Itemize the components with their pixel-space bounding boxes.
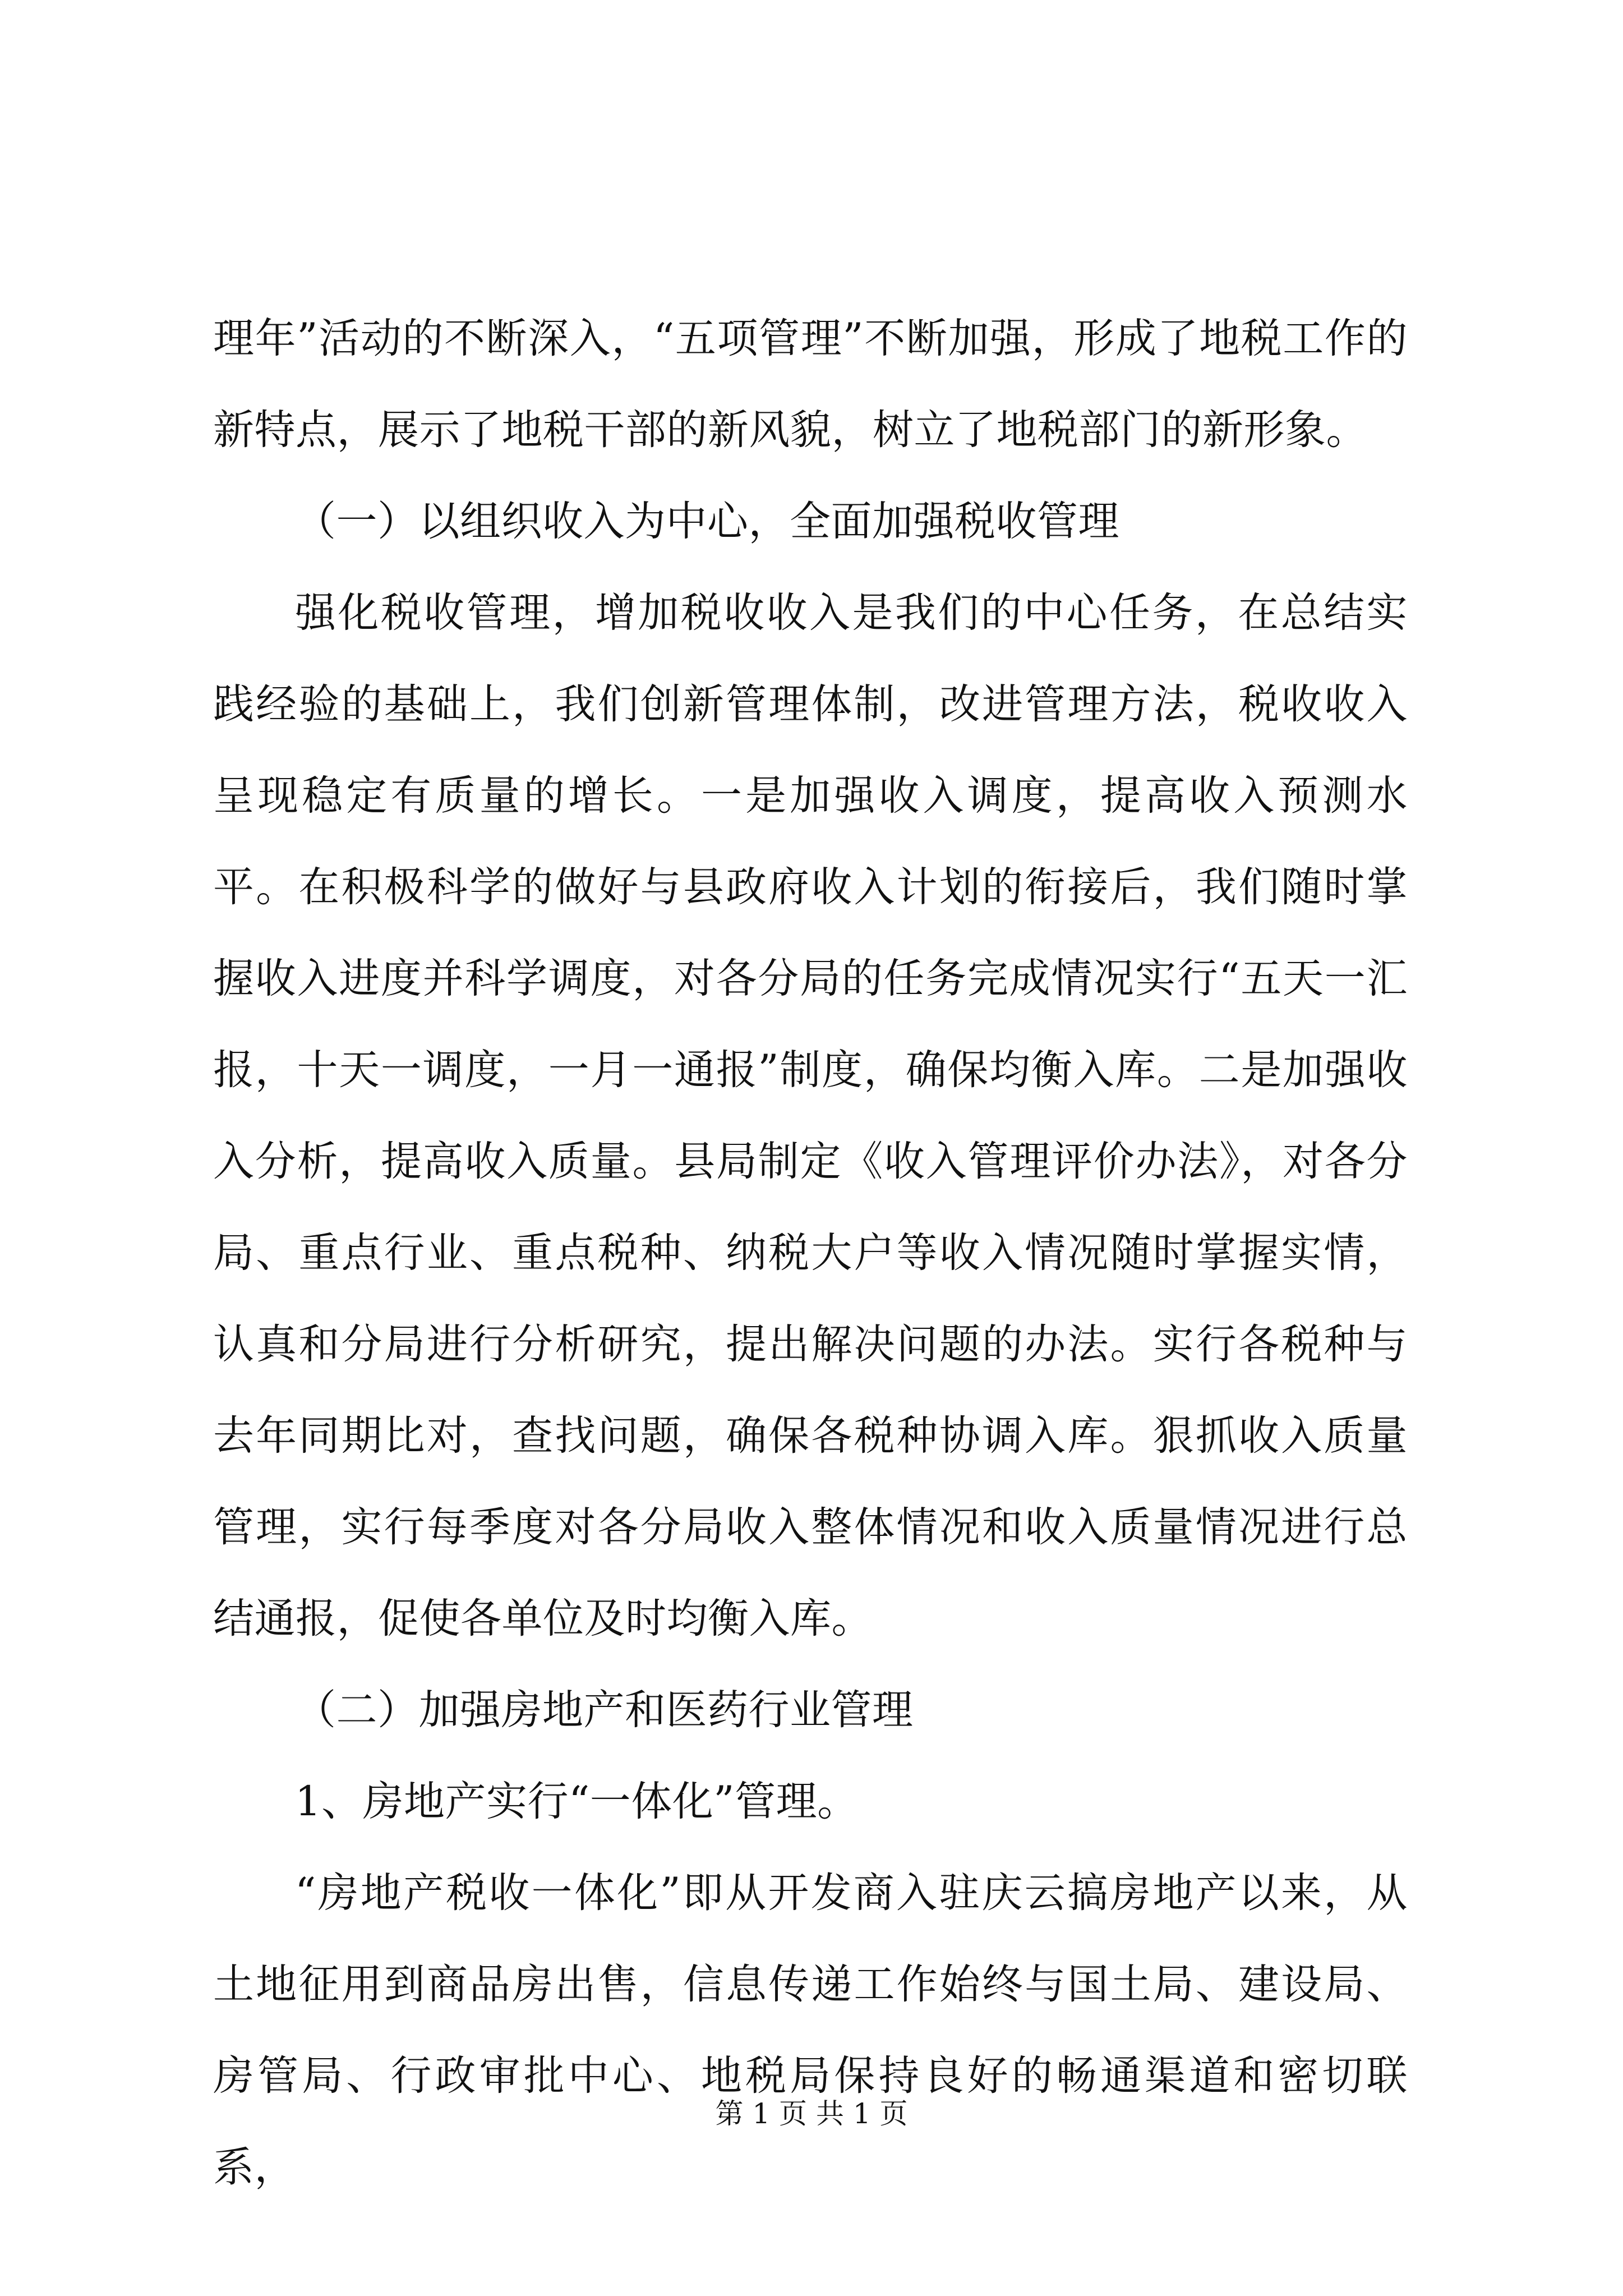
subheading-real-estate: 1、房地产实行“一体化”管理。 [295,1778,859,1825]
paragraph-tax-management: 强化税收管理，增加税收收入是我们的中心任务，在总结实践经验的基础上，我们创新管理体制，改进管理方法，税收收入呈现稳定有质量的增长。一是加强收入调度，提高收入预测水平。在积极科学的做好与县政府收入计划的衔接后，我们随时掌握收入进度并科学调度，对各分局的任务完成情况实行“五天一汇报，十天一调度，一月一通报”制度，确保均衡入库。二是加强收入分析，提高收入质量。县局制定《收入管理评价办法》，对各分局、重点行业、重点税种、纳税大户等收入情况随时掌握实情，认真和分局进行分析研究，提出解决问题的办法。实行各税种与去年同期比对，查找问题，确保各税种协调入库。狠抓收入质量管理，实行每季度对各分局收入整体情况和收入质量情况进行总结通报，促使各单位及时均衡入库。 [213,589,1408,1642]
paragraph-continuation: 理年”活动的不断深入，“五项管理”不断加强，形成了地税工作的新特点，展示了地税干部的新风貌，树立了地税部门的新形象。 [213,315,1408,454]
page-number-label: 第 1 页 共 1 页 [715,2097,908,2130]
document-body [213,293,1408,2213]
paragraph-real-estate: “房地产税收一体化”即从开发商入驻庆云搞房地产以来，从土地征用到商品房出售，信息传递工作始终与国土局、建设局、房管局、行政审批中心、地税局保持良好的畅通渠道和密切联系， [213,1869,1408,2191]
section-heading-1: （一）以组织收入为中心，全面加强税收管理 [295,498,1119,545]
page-footer [0,2097,1623,2131]
section-heading-2: （二）加强房地产和医药行业管理 [295,1686,914,1734]
